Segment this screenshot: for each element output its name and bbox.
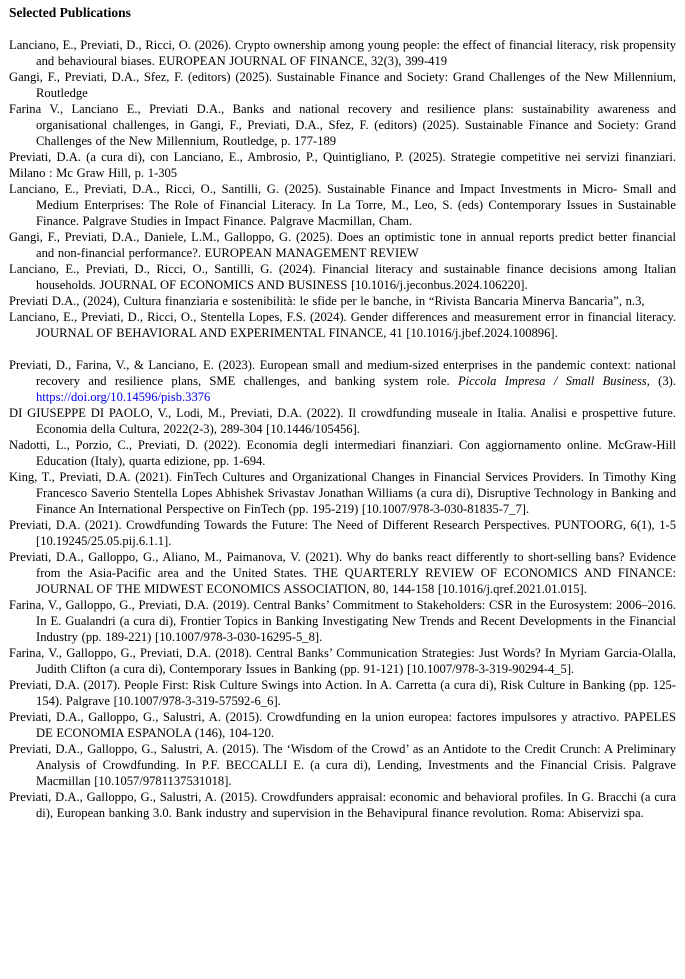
- publication-entry: [9, 741, 676, 789]
- publication-entry: [9, 261, 676, 293]
- publication-entry: [9, 69, 676, 101]
- citation-text: Farina, V., Galloppo, G., Previati, D.A. (2019). Central Banks’ Commitment to Stakeholders: CSR in the Eurosystem: 2006–2016. In E. Gualandri (a cura di), Frontier Topics in Banking Investigating New Trends and Recent Developments in the Financial Industry (pp. 189-221) [10.1007/978-3-030-16295-5_8].: [9, 598, 676, 644]
- citation-text: Lanciano, E., Previati, D., Ricci, O. (2026). Crypto ownership among young people: the effect of financial literacy, risk propensity and behavioural biases. EUROPEAN JOURNAL OF FINANCE, 32(3), 399-419: [9, 38, 676, 68]
- publication-entry: [9, 469, 676, 517]
- publication-entry: [9, 405, 676, 437]
- citation-text: Previati, D.A., Galloppo, G., Aliano, M., Paimanova, V. (2021). Why do banks react differently to short-selling bans? Evidence from the Asia-Pacific area and the United States. THE QUARTERLY REVIEW OF ECONOMICS AND FINANCE: JOURNAL OF THE MIDWEST ECONOMICS ASSOCIATION, 80, 144-158 [10.1016/j.qref.2021.01.015].: [9, 550, 676, 596]
- publication-entry: [9, 709, 676, 741]
- publication-entry: [9, 309, 676, 341]
- doi-link[interactable]: https://doi.org/10.14596/pisb.3376: [36, 390, 211, 404]
- citation-text: Lanciano, E., Previati, D., Ricci, O., Santilli, G. (2024). Financial literacy and sustainable finance decisions among Italian households. JOURNAL OF ECONOMICS AND BUSINESS [10.1016/j.jeconbus.2024.106220].: [9, 262, 676, 292]
- publication-entry: [9, 149, 676, 181]
- publication-entry: [9, 517, 676, 549]
- citation-text: Lanciano, E., Previati, D., Ricci, O., Stentella Lopes, F.S. (2024). Gender differences and measurement error in financial literacy. JOURNAL OF BEHAVIORAL AND EXPERIMENTAL FINANCE, 41 [10.1016/j.jbef.2024.100896].: [9, 310, 676, 340]
- publication-entry: [9, 37, 676, 69]
- publications-list: [9, 37, 676, 821]
- publication-entry: [9, 437, 676, 469]
- publication-entry: [9, 677, 676, 709]
- citation-text: Previati, D.A. (2017). People First: Risk Culture Swings into Action. In A. Carretta (a cura di), Risk Culture in Banking (pp. 125-154). Palgrave [10.1007/978-3-319-57592-6_6].: [9, 678, 676, 708]
- citation-text: Previati, D.A., Galloppo, G., Salustri, A. (2015). Crowdfunding en la union europea: factores impulsores y atractivo. PAPELES DE ECONOMIA ESPANOLA (146), 104-120.: [9, 710, 676, 740]
- page-title: Selected Publications: [9, 5, 131, 20]
- citation-text: Previati, D., Farina, V., & Lanciano, E. (2023). European small and medium-sized enterprises in the pandemic context: national recovery and resilience plans, SME challenges, and banking system role.: [9, 358, 676, 388]
- citation-text: Farina V., Lanciano E., Previati D.A., Banks and national recovery and resilience plans: sustainability awareness and organisational challenges, in Gangi, F., Previati, D.A., Sfez, F. (editors) (2025). Sustainable Finance and Society: Grand Challenges of the New Millennium, Routledge, p. 177-189: [9, 102, 676, 148]
- citation-text: DI GIUSEPPE DI PAOLO, V., Lodi, M., Previati, D.A. (2022). Il crowdfunding museale in Italia. Analisi e prospettive future. Economia della Cultura, 2022(2-3), 289-304 [10.1446/105456].: [9, 406, 676, 436]
- citation-text: Lanciano, E., Previati, D.A., Ricci, O., Santilli, G. (2025). Sustainable Finance and Impact Investments in Micro- Small and Medium Enterprises: The Role of Financial Literacy. In La Torre, M., Leo, S. (eds) Contemporary Issues in Sustainable Finance. Palgrave Studies in Impact Finance. Palgrave Macmillan, Cham.: [9, 182, 676, 228]
- journal-title-italic: Piccola Impresa / Small Business: [457, 374, 647, 388]
- publication-entry: [9, 181, 676, 229]
- citation-text: Gangi, F., Previati, D.A., Daniele, L.M., Galloppo, G. (2025). Does an optimistic tone in annual reports predict better financial and non-financial performance?. EUROPEAN MANAGEMENT REVIEW: [9, 230, 676, 260]
- citation-text: Farina, V., Galloppo, G., Previati, D.A. (2018). Central Banks’ Communication Strategies: Just Words? In Myriam Garcia-Olalla, Judith Clifton (a cura di), Contemporary Issues in Banking (pp. 91-121) [10.1007/978-3-319-90294-4_5].: [9, 646, 676, 676]
- publication-entry: [9, 293, 676, 309]
- publication-entry: [9, 789, 676, 821]
- citation-text: Previati, D.A. (a cura di), con Lanciano, E., Ambrosio, P., Quintigliano, P. (2025). Strategie competitive nei servizi finanziari. Milano : Mc Graw Hill, p. 1-305: [9, 150, 676, 180]
- publication-entry: [9, 549, 676, 597]
- publication-entry: [9, 597, 676, 645]
- citation-text: Previati, D.A. (2021). Crowdfunding Towards the Future: The Need of Different Research Perspectives. PUNTOORG, 6(1), 1-5 [10.19245/25.05.pij.6.1.1].: [9, 518, 676, 548]
- citation-text: Previati, D.A., Galloppo, G., Salustri, A. (2015). The ‘Wisdom of the Crowd’ as an Antidote to the Credit Crunch: A Preliminary Analysis of Crowdfunding. In P.F. BECCALLI E. (a cura di), Lending, Investments and the Financial Crisis. Palgrave Macmillan [10.1057/9781137531018].: [9, 742, 676, 788]
- citation-text: Nadotti, L., Porzio, C., Previati, D. (2022). Economia degli intermediari finanziari. Con aggiornamento online. McGraw-Hill Education (Italy), quarta edizione, pp. 1-694.: [9, 438, 676, 468]
- publication-entry: [9, 101, 676, 149]
- citation-text: , (3).: [646, 374, 676, 388]
- citation-text: King, T., Previati, D.A. (2021). FinTech Cultures and Organizational Changes in Financial Services Providers. In Timothy King Francesco Saverio Stentella Lopes Abhishek Srivastav Jonathan Williams (a cura di), Disruptive Technology in Banking and Finance An International Perspective on FinTech (pp. 195-219) [10.1007/978-3-030-81835-7_7].: [9, 470, 676, 516]
- citation-text: Gangi, F., Previati, D.A., Sfez, F. (editors) (2025). Sustainable Finance and Society: Grand Challenges of the New Millennium, Routledge: [9, 70, 676, 100]
- publication-entry: [9, 229, 676, 261]
- citation-text: Previati, D.A., Galloppo, G., Salustri, A. (2015). Crowdfunders appraisal: economic and behavioral profiles. In G. Bracchi (a cura di), European banking 3.0. Bank industry and supervision in the Behavipural finance revolution. Roma: Abiservizi spa.: [9, 790, 676, 820]
- publication-entry: [9, 357, 676, 405]
- citation-text: Previati D.A., (2024), Cultura finanziaria e sostenibilità: le sfide per le banche, in “Rivista Bancaria Minerva Bancaria”, n.3,: [9, 294, 645, 308]
- publication-entry: [9, 645, 676, 677]
